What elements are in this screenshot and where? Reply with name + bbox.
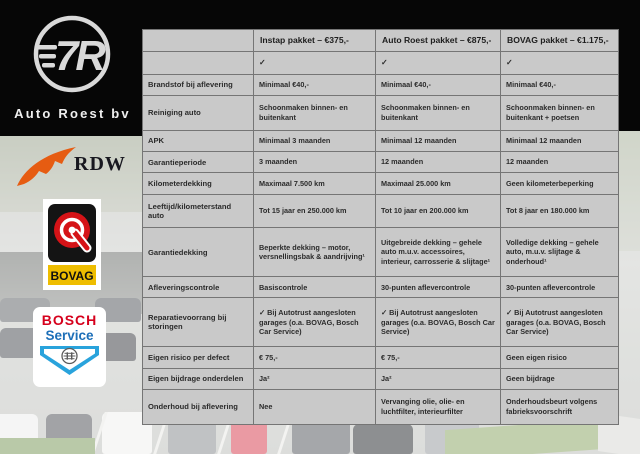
package-value: 30-punten aflevercontrole (376, 277, 501, 298)
feature-label: Afleveringscontrole (143, 277, 254, 298)
table-header-row (143, 30, 619, 52)
table-row (143, 152, 619, 173)
package-value: Minimaal €40,- (254, 74, 376, 95)
table-row (143, 228, 619, 277)
package-value: Ja² (254, 368, 376, 389)
bosch-service-logo (33, 307, 106, 387)
feature-label: Reiniging auto (143, 95, 254, 130)
table-row (143, 347, 619, 368)
right-black-band (617, 0, 640, 131)
feature-label (143, 51, 254, 74)
package-value: 12 maanden (376, 152, 501, 173)
package-value: Minimaal 12 maanden (501, 130, 619, 151)
package-value: ✓ Bij Autotrust aangesloten garages (o.a. BOVAG, Bosch Car Service) (501, 298, 619, 347)
feature-label: Garantiedekking (143, 228, 254, 277)
package-column-header: Instap pakket – €375,- (254, 30, 376, 52)
package-value: Minimaal €40,- (376, 74, 501, 95)
bovag-wordmark: BOVAG (50, 269, 94, 283)
rdw-wordmark: RDW (74, 153, 126, 175)
package-column-header: Auto Roest pakket – €875,- (376, 30, 501, 52)
package-comparison-table (142, 29, 619, 425)
package-value: Volledige dekking – gehele auto, m.u.v. slijtage & onderhoud¹ (501, 228, 619, 277)
package-value: Maximaal 25.000 km (376, 173, 501, 194)
package-value: Minimaal 12 maanden (376, 130, 501, 151)
logo-monogram: 7R (55, 32, 103, 79)
package-value: 30-punten aflevercontrole (501, 277, 619, 298)
included-checkmark: ✓ (501, 51, 619, 74)
package-value: Maximaal 7.500 km (254, 173, 376, 194)
package-value: Tot 15 jaar en 250.000 km (254, 194, 376, 228)
table-row (143, 51, 619, 74)
package-value: 12 maanden (501, 152, 619, 173)
table-row (143, 368, 619, 389)
feature-label: Eigen bijdrage onderdelen (143, 368, 254, 389)
package-value: Geen bijdrage (501, 368, 619, 389)
package-value: Basiscontrole (254, 277, 376, 298)
feature-label: Reparatievoorrang bij storingen (143, 298, 254, 347)
package-value: Beperkte dekking – motor, versnellingsbak & aandrijving¹ (254, 228, 376, 277)
package-value: Minimaal €40,- (501, 74, 619, 95)
table-row (143, 277, 619, 298)
package-value: Nee (254, 389, 376, 424)
package-value: ✓ Bij Autotrust aangesloten garages (o.a. BOVAG, Bosch Car Service) (376, 298, 501, 347)
feature-label: Brandstof bij aflevering (143, 74, 254, 95)
bosch-wordmark: BOSCH (41, 312, 98, 328)
package-value: Schoonmaken binnen- en buitenkant + poetsen (501, 95, 619, 130)
table-row (143, 95, 619, 130)
feature-label: APK (143, 130, 254, 151)
feature-column-header (143, 30, 254, 52)
package-value: € 75,- (376, 347, 501, 368)
package-value: Geen eigen risico (501, 347, 619, 368)
feature-label: Onderhoud bij aflevering (143, 389, 254, 424)
table-row (143, 130, 619, 151)
feature-label: Kilometerdekking (143, 173, 254, 194)
package-value: Schoonmaken binnen- en buitenkant (254, 95, 376, 130)
bovag-logo (43, 199, 101, 290)
table-row (143, 389, 619, 424)
auto-roest-logo-icon (2, 8, 142, 102)
table-row (143, 173, 619, 194)
package-value: € 75,- (254, 347, 376, 368)
package-value: Ja² (376, 368, 501, 389)
package-value: Tot 8 jaar en 180.000 km (501, 194, 619, 228)
package-value: ✓ Bij Autotrust aangesloten garages (o.a. BOVAG, Bosch Car Service) (254, 298, 376, 347)
bosch-chevron-icon (38, 346, 101, 377)
rdw-logo (14, 144, 126, 192)
brand-name: Auto Roest bv (14, 106, 131, 121)
table-row (143, 298, 619, 347)
feature-label: Leeftijd/kilometerstand auto (143, 194, 254, 228)
package-value: Vervanging olie, olie- en luchtfilter, interieurfilter (376, 389, 501, 424)
table-row (143, 74, 619, 95)
package-value: Geen kilometerbeperking (501, 173, 619, 194)
bosch-service-wordmark: Service (45, 328, 94, 344)
feature-label: Eigen risico per defect (143, 347, 254, 368)
rdw-feather-icon (17, 147, 76, 186)
package-value: Schoonmaken binnen- en buitenkant (376, 95, 501, 130)
package-value: Uitgebreide dekking – gehele auto m.u.v. accessoires, interieur, carrosserie & slijtage¹ (376, 228, 501, 277)
table-row (143, 194, 619, 228)
feature-label: Garantieperiode (143, 152, 254, 173)
package-value: Minimaal 3 maanden (254, 130, 376, 151)
package-value: Tot 10 jaar en 200.000 km (376, 194, 501, 228)
package-column-header: BOVAG pakket – €1.175,- (501, 30, 619, 52)
package-value: 3 maanden (254, 152, 376, 173)
package-value: Onderhoudsbeurt volgens fabrieksvoorschrift (501, 389, 619, 424)
brand-panel (0, 0, 145, 136)
included-checkmark: ✓ (376, 51, 501, 74)
included-checkmark: ✓ (254, 51, 376, 74)
